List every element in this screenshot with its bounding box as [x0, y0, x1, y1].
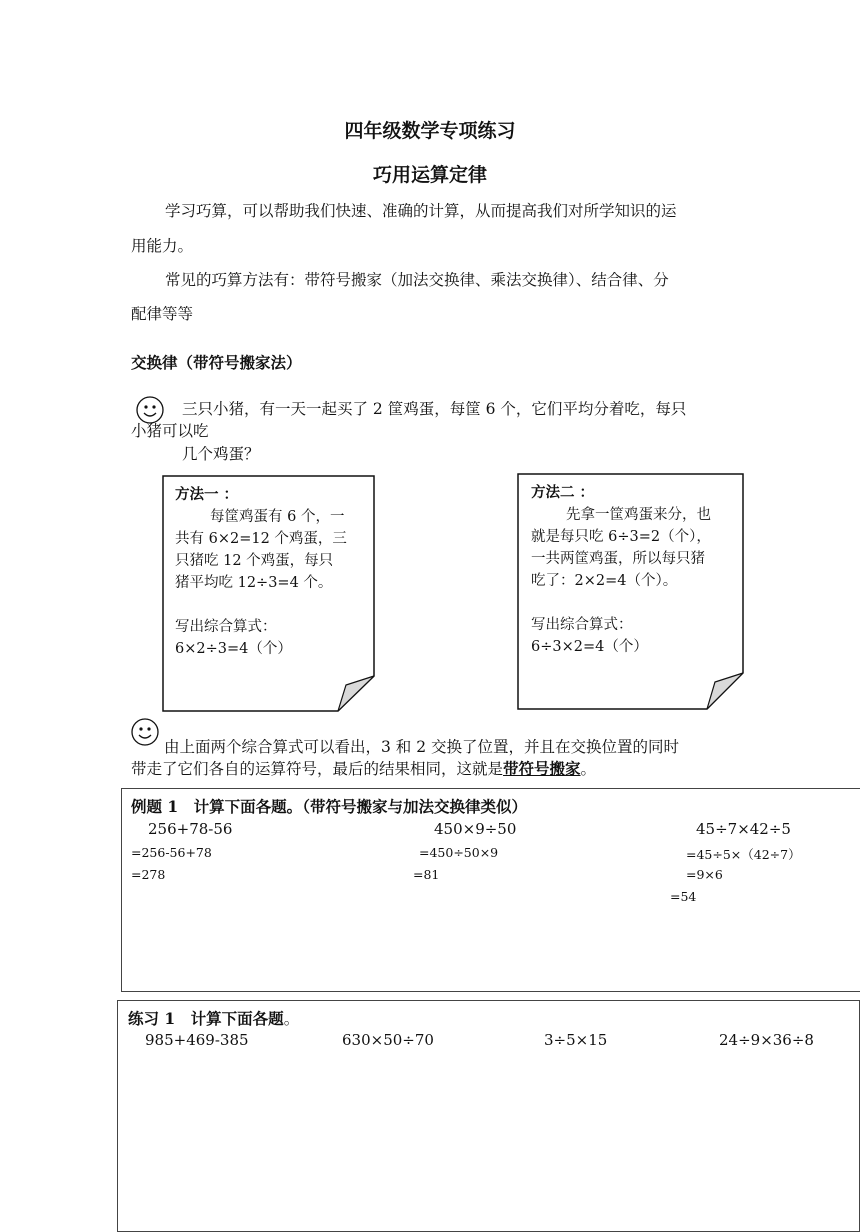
- practice-problem: 630×50÷70: [342, 1031, 434, 1049]
- conclusion-period: 。: [580, 760, 597, 778]
- example-problem-step: =54: [670, 889, 697, 904]
- page-subtitle: 巧用运算定律: [372, 164, 487, 186]
- conclusion-text: 带走了它们各自的运算符号，最后的结果相同，这就是: [131, 760, 504, 778]
- method-2-line: 一共两筐鸡蛋，所以每只猪: [531, 551, 705, 567]
- method-1-content: [175, 484, 370, 660]
- problem-line-2: 小猪可以吃: [131, 422, 209, 440]
- smiley-face-icon: [131, 718, 159, 746]
- example-problem-expression: 256+78-56: [148, 820, 233, 838]
- method-1-line: 只猪吃 12 个鸡蛋，每只: [175, 553, 334, 569]
- conclusion-emphasis: 带符号搬家: [503, 759, 581, 778]
- method-2-content: [531, 482, 741, 658]
- example-problem-step: =45÷5×（42÷7）: [686, 847, 801, 862]
- conclusion-line-1: 由上面两个综合算式可以看出，3 和 2 交换了位置，并且在交换位置的同时: [164, 738, 680, 756]
- method-2-formula: 6÷3×2=4（个）: [531, 639, 648, 655]
- method-2-formula-label: 写出综合算式：: [531, 617, 633, 633]
- method-1-line: 猪平均吃 12÷3=4 个。: [175, 575, 333, 591]
- example-1-box: [121, 788, 860, 992]
- practice-problem: 3÷5×15: [544, 1031, 608, 1049]
- section-heading: 交换律（带符号搬家法）: [131, 353, 302, 372]
- method-2-line: 先拿一筐鸡蛋来分，也: [566, 507, 711, 523]
- intro-paragraph-1-line-2: 用能力。: [131, 237, 194, 255]
- example-problem-step: =278: [131, 867, 166, 882]
- example-problem-expression: 450×9÷50: [434, 820, 517, 838]
- method-2-title: 方法二 ：: [531, 484, 595, 501]
- method-1-line: 共有 6×2=12 个鸡蛋，三: [175, 531, 347, 547]
- example-1-note: （带符号搬家与加法交换律类似）: [302, 797, 527, 816]
- method-1-formula: 6×2÷3=4（个）: [175, 641, 292, 657]
- example-1-label: 例题 1 计算下面各题。: [131, 797, 303, 816]
- problem-line-3: 几个鸡蛋？: [182, 445, 260, 463]
- page-title: 四年级数学专项练习: [344, 120, 516, 142]
- method-1-formula-label: 写出综合算式：: [175, 619, 277, 635]
- method-1-line: 每筐鸡蛋有 6 个，一: [210, 509, 345, 525]
- example-problem-step: =450÷50×9: [419, 845, 499, 860]
- intro-paragraph-1-line-1: 学习巧算，可以帮助我们快速、准确的计算，从而提高我们对所学知识的运: [165, 202, 677, 220]
- conclusion-line-2: [131, 758, 596, 780]
- practice-problem: 24÷9×36÷8: [719, 1031, 814, 1049]
- example-problem-step: =81: [413, 867, 440, 882]
- example-problem-step: =256-56+78: [131, 845, 212, 860]
- intro-paragraph-2-line-2: 配律等等: [131, 305, 194, 323]
- practice-problem: 985+469-385: [145, 1031, 249, 1049]
- practice-1-label: 练习 1 计算下面各题: [128, 1009, 284, 1028]
- example-problem-expression: 45÷7×42÷5: [696, 820, 791, 838]
- practice-1-period: 。: [283, 1010, 300, 1028]
- method-1-title: 方法一 ：: [175, 486, 239, 503]
- practice-1-title: [128, 1008, 299, 1030]
- method-2-line: 吃了：2×2=4（个）。: [531, 573, 678, 589]
- problem-line-1: 三只小猪，有一天一起买了 2 筐鸡蛋，每筐 6 个，它们平均分着吃，每只: [182, 400, 687, 418]
- example-1-title: [131, 796, 527, 818]
- method-2-line: 就是每只吃 6÷3=2（个），: [531, 529, 711, 545]
- example-problem-step: =9×6: [686, 867, 723, 882]
- intro-paragraph-2-line-1: 常见的巧算方法有：带符号搬家（加法交换律、乘法交换律）、结合律、分: [165, 271, 669, 289]
